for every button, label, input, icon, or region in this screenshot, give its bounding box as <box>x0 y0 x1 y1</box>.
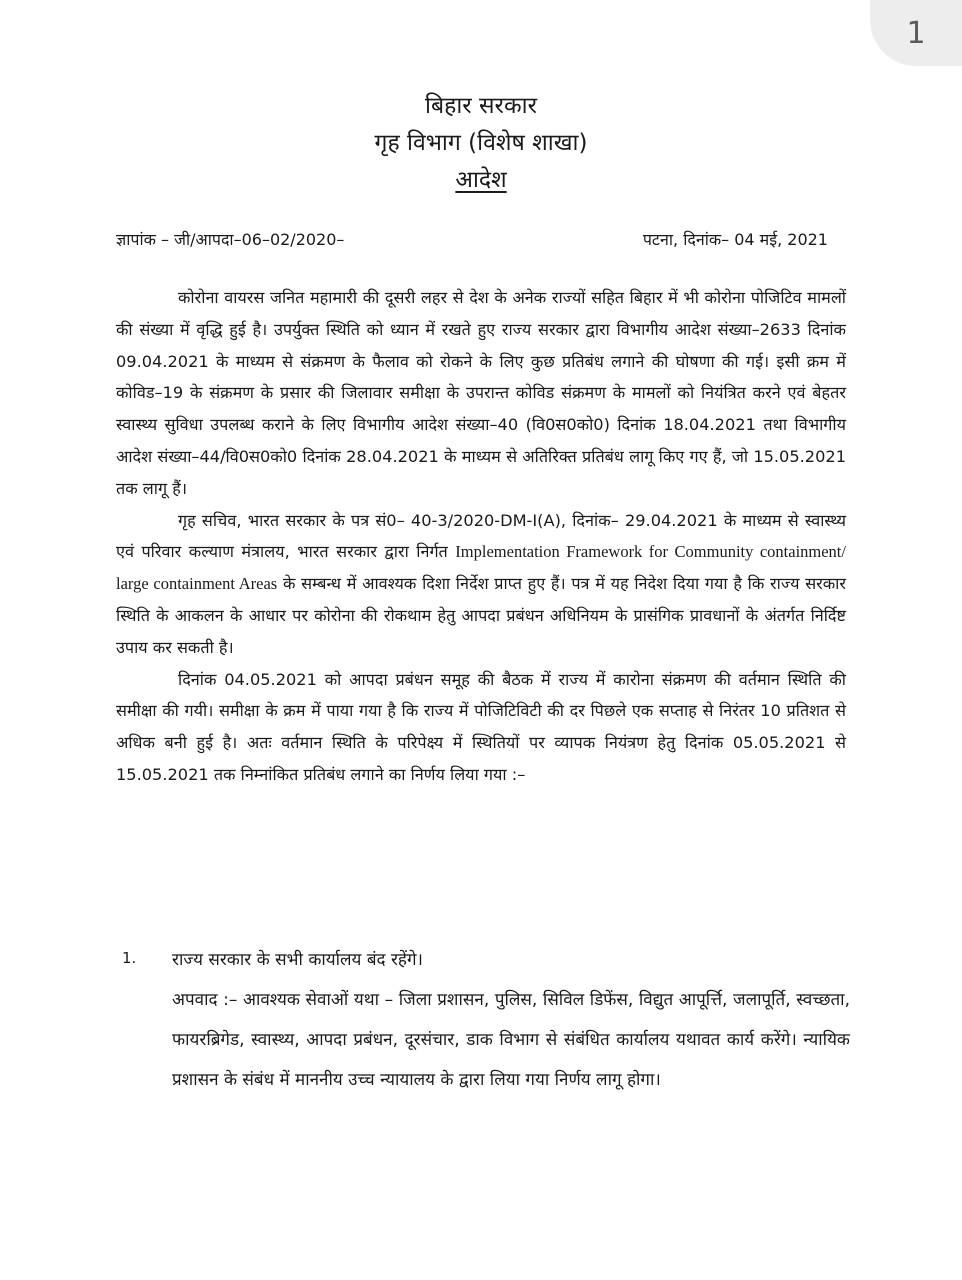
list-item-number: 1. <box>122 949 137 967</box>
paragraph-2-part-b: के सम्बन्ध में आवश्यक दिशा निर्देश प्राप्त हुए हैं। पत्र में यह निदेश दिया गया है कि राज्य सरकार स्थिति के आकलन के आधार पर कोरोना की रोकथाम हेतु आपदा प्रबंधन अधिनियम के प्रासंगिक प्रावधानों के अंतर्गत निर्दिष्ट उपाय कर सकती है। <box>116 574 846 657</box>
department-name: गृह विभाग (विशेष शाखा) <box>374 130 588 156</box>
list-item-content <box>172 940 850 1100</box>
list-item-exception: अपवाद :– आवश्यक सेवाओं यथा – जिला प्रशासन, पुलिस, सिविल डिफेंस, विद्युत आपूर्त्ति, जलापूर्ति, स्वच्छता, फायरब्रिगेड, स्वास्थ्य, आपदा प्रबंधन, दूरसंचार, डाक विभाग से संबंधित कार्यालय यथावत कार्य करेंगे। न्यायिक प्रशासन के संबंध में माननीय उच्च न्यायालय के द्वारा लिया गया निर्णय लागू होगा। <box>172 990 850 1090</box>
reference-line <box>116 226 828 254</box>
government-name: बिहार सरकार <box>425 93 537 119</box>
place-and-date: पटना, दिनांक– 04 मई, 2021 <box>642 230 828 249</box>
paragraph-2 <box>116 505 846 664</box>
page-number: 1 <box>906 15 926 51</box>
order-title: आदेश <box>455 167 507 193</box>
paragraph-1: कोरोना वायरस जनित महामारी की दूसरी लहर से देश के अनेक राज्यों सहित बिहार में भी कोरोना पोजिटिव मामलों की संख्या में वृद्धि हुई है। उपर्युक्त स्थिति को ध्यान में रखते हुए राज्य सरकार द्वारा विभागीय आदेश संख्या–2633 दिनांक 09.04.2021 के माध्यम से संक्रमण के फैलाव को रोकने के लिए कुछ प्रतिबंध लगाने की घोषणा की गई। इसी क्रम में कोविड–19 के संक्रमण के प्रसार की जिलावार समीक्षा के उपरान्त कोविड संक्रमण के मामलों को नियंत्रित करने एवं बेहतर स्वास्थ्य सुविधा उपलब्ध कराने के लिए विभागीय आदेश संख्या–40 (वि0स0को0) दिनांक 18.04.2021 तथा विभागीय आदेश संख्या–44/वि0स0को0 दिनांक 28.04.2021 के माध्यम से अतिरिक्त प्रतिबंध लागू किए गए हैं, जो 15.05.2021 तक लागू हैं। <box>116 288 846 498</box>
page-number-badge <box>870 0 962 66</box>
memo-number: ज्ञापांक – जी/आपदा–06–02/2020– <box>116 230 345 249</box>
restrictions-list <box>122 940 850 1100</box>
paragraph-3: दिनांक 04.05.2021 को आपदा प्रबंधन समूह की बैठक में राज्य में कारोना संक्रमण की वर्तमान स्थिति की समीक्षा की गयी। समीक्षा के क्रम में पाया गया है कि राज्य में पोजिटिविटी की दर पिछले एक सप्ताह से निरंतर 10 प्रतिशत से अधिक बनी हुई है। अतः वर्तमान स्थिति के परिपेक्ष्य में स्थितियों पर व्यापक नियंत्रण हेतु दिनांक 05.05.2021 से 15.05.2021 तक निम्नांकित प्रतिबंध लगाने का निर्णय लिया गया :– <box>116 669 846 784</box>
list-item-text: राज्य सरकार के सभी कार्यालय बंद रहेंगे। <box>172 950 423 970</box>
paragraph-2-framework-title: Implementation Framework for Community containment/ large containment Areas <box>116 542 846 594</box>
paragraph-2-part-a: गृह सचिव, भारत सरकार के पत्र सं0– 40-3/2020-DM-I(A), दिनांक– 29.04.2021 के माध्यम से स्वास्थ्य एवं परिवार कल्याण मंत्रालय, भारत सरकार द्वारा निर्गत <box>116 510 846 562</box>
list-item <box>122 940 850 1100</box>
order-body <box>116 282 846 791</box>
document-header <box>0 88 962 199</box>
